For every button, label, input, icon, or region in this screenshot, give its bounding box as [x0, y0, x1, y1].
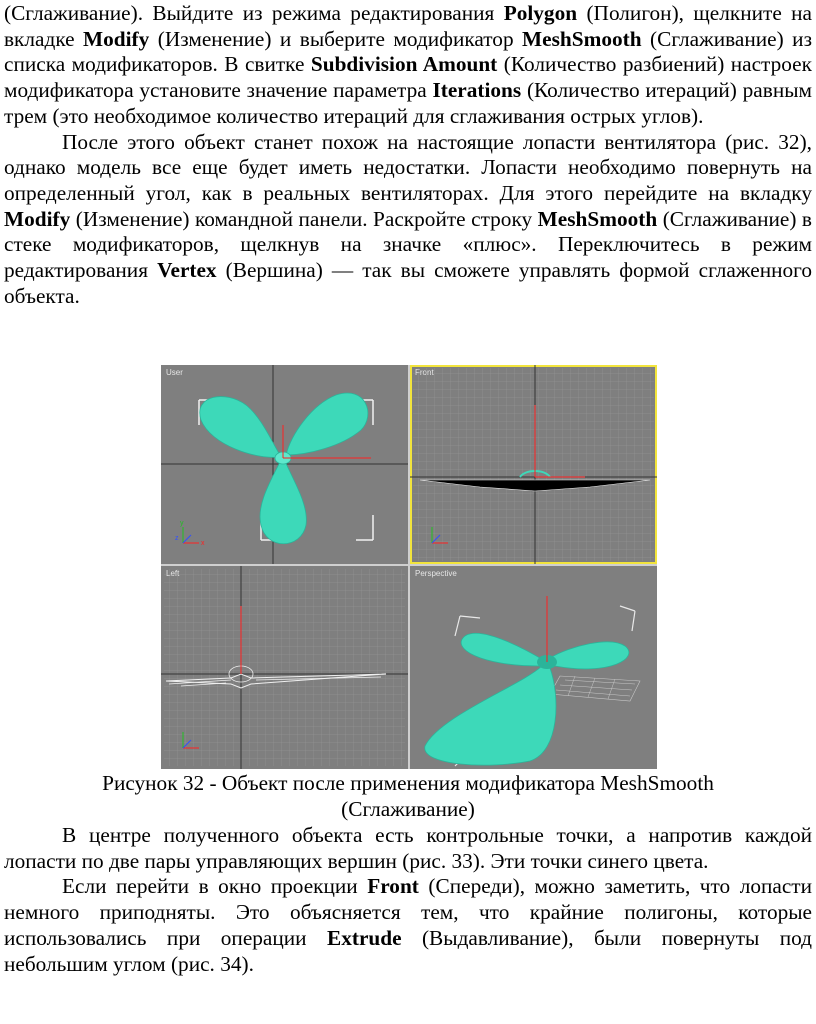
paragraph-3 — [4, 823, 812, 874]
figure-caption — [4, 771, 812, 822]
text-run: (Сглаживание). Выйдите из режима редактирования — [4, 1, 504, 25]
text-run: (Изменение) командной панели. Раскройте строку — [70, 206, 538, 231]
term-modify: Modify — [4, 206, 71, 231]
text-run: После этого объект станет похож на настоящие лопасти вентилятора (рис. 32), однако модель все еще будет иметь недостатки. Лопасти необходимо повернуть на определенный угол, как в реальных вентиляторах. Для этого перейдите на вкладку — [4, 129, 812, 205]
paragraph-1 — [4, 1, 812, 130]
term-meshsmooth: MeshSmooth — [537, 206, 658, 231]
text-run: (Вершина) — так вы сможете управлять формой сглаженного объекта. — [4, 258, 812, 308]
viewport-perspective-canvas — [410, 566, 657, 769]
text-run: (Изменение) и выберите модификатор — [149, 26, 523, 51]
viewport-user[interactable] — [161, 365, 408, 564]
viewport-left[interactable] — [161, 566, 408, 769]
caption-line-1: Рисунок 32 - Объект после применения модификатора MeshSmooth — [102, 771, 714, 795]
text-run: В центре полученного объекта есть контрольные точки, а напротив каждой лопасти по две пары управляющих вершин (рис. 33). Эти точки синего цвета. — [4, 823, 812, 873]
term-modify: Modify — [83, 26, 150, 51]
viewport-perspective[interactable] — [410, 566, 657, 769]
text-run: (Сглаживание) в стеке модификаторов, щелкнув на значке «плюс». Переключитесь в режим редактирования — [4, 206, 812, 283]
axis-z-label: z — [175, 535, 179, 542]
term-iterations: Iterations — [432, 78, 522, 103]
text-run: Если перейти в окно проекции — [62, 874, 368, 899]
term-subdivision-amount: Subdivision Amount — [310, 52, 498, 77]
caption-line-2: (Сглаживание) — [341, 796, 475, 821]
text-block-top — [4, 1, 812, 309]
viewport-label-perspective: Perspective — [415, 569, 457, 578]
term-extrude: Extrude — [327, 925, 402, 950]
term-polygon: Polygon — [503, 1, 578, 25]
paragraph-2 — [4, 130, 812, 310]
text-run: (Количество разбиений) настроек модификатора установите значение параметра — [4, 52, 812, 103]
viewport-left-canvas — [161, 566, 408, 769]
figure-32 — [161, 365, 657, 769]
text-run: (Сглаживание) из списка модификаторов. В свитке — [4, 26, 812, 77]
term-front: Front — [367, 874, 419, 899]
term-meshsmooth: MeshSmooth — [522, 26, 642, 51]
text-block-bottom — [4, 823, 812, 977]
text-run: (Полигон), щелкните на вкладке — [4, 1, 813, 51]
text-run: (Количество итераций) равным трем (это необходимое количество итераций для сглаживания острых углов). — [4, 78, 813, 128]
viewport-front[interactable] — [410, 365, 657, 564]
axis-y-label: y — [180, 520, 184, 527]
viewport-user-canvas — [161, 365, 408, 564]
viewport-label-user: User — [166, 368, 183, 377]
paragraph-4 — [4, 874, 812, 977]
axis-x-label: x — [201, 540, 205, 547]
viewport-front-canvas — [410, 365, 657, 564]
text-run: (Спереди), можно заметить, что лопасти немного приподняты. Это объясняется тем, что крайние полигоны, которые использовались при операции — [4, 874, 813, 950]
term-vertex: Vertex — [157, 258, 217, 283]
text-run: (Выдавливание), были повернуты под небольшим углом (рис. 34). — [4, 925, 812, 976]
